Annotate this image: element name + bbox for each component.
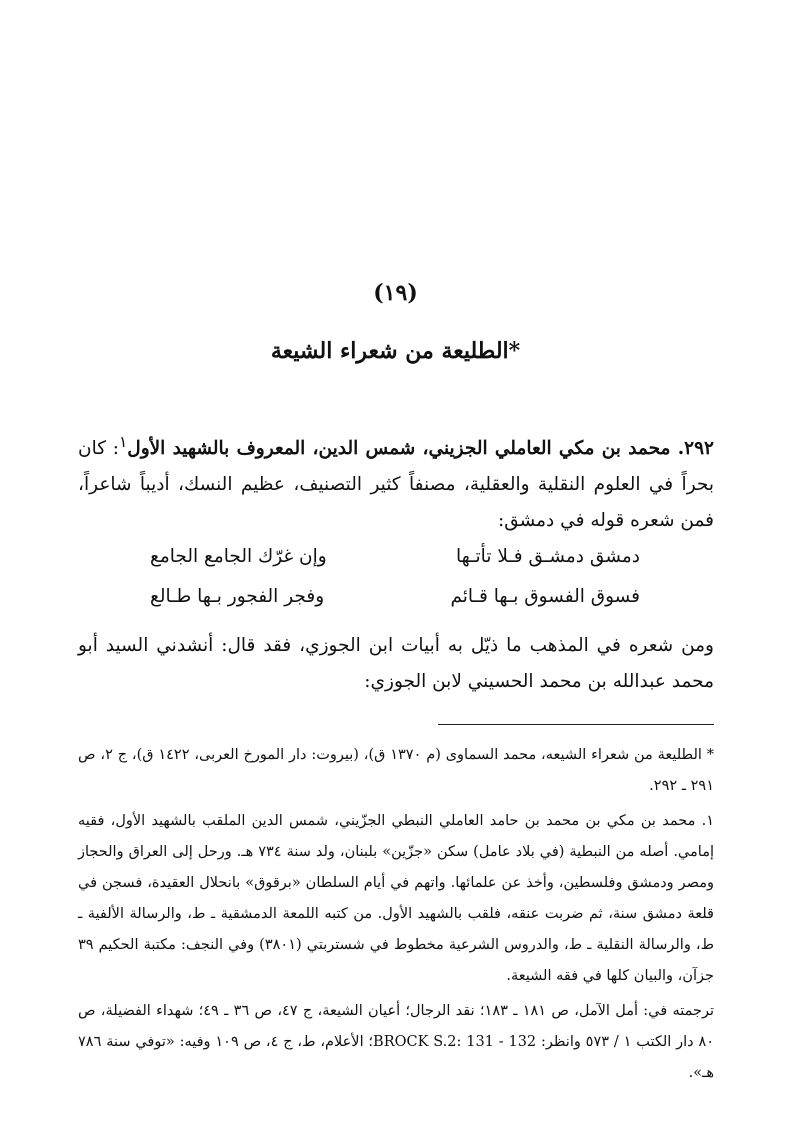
poem-verse	[140, 586, 670, 620]
footnote-reference: ١	[118, 433, 128, 451]
chapter-number: (١٩)	[373, 280, 418, 306]
verse-second-hemistich: وفجر الفجور بـها طـالع	[150, 586, 325, 607]
chapter-title: الطليعة من شعراء الشيعة*	[270, 338, 521, 364]
continuation-paragraph: ومن شعره في المذهب ما ذيّل به أبيات ابن الجوزي، فقد قال: أنشدني السيد أبو محمد عبدالله بن محمد الحسيني لابن الجوزي:	[78, 635, 714, 692]
entry-heading: ٢٩٢. محمد بن مكي العاملي الجزيني، شمس الدين، المعروف بالشهيد الأول	[127, 438, 714, 460]
entry-text: : كان بحراً في العلوم النقلية والعقلية، مصنفاً كثير التصنيف، عظيم النسك، أديباً شاعراً، فمن شعره قوله في دمشق:	[78, 438, 714, 532]
entry-paragraph	[78, 424, 714, 539]
footnote-references: ترجمته في: أمل الآمل، ص ١٨١ ـ ١٨٣؛ نقد الرجال؛ أعيان الشيعة، ج ٤٧، ص ٣٦ ـ ٤٩؛ شهداء الفضيلة، ص ٨٠ دار الكتب ١ / ٥٧٣ وانظر: 132 - 131 :BROCK S.2؛ الأعلام، ط، ج ٤، ص ١٠٩ وفيه: «توفي سنة ٧٨٦ هـ».	[78, 1003, 715, 1081]
verse-second-hemistich: وإن غرّك الجامع الجامع	[150, 546, 327, 567]
footnote-source: * الطليعة من شعراء الشيعه، محمد السماوى (م ١٣٧٠ ق)، (بيروت: دار المورخ العربى، ١٤٢٢ ق)، ج ٢، ص ٢٩١ ـ ٢٩٢.	[78, 747, 714, 794]
verse-first-hemistich: فسوق الفسوق بـها قـائم	[450, 586, 640, 607]
poem-verse	[140, 546, 670, 580]
footnotes	[78, 740, 714, 1093]
footnote-divider	[438, 724, 714, 725]
footnote-biography: ١. محمد بن مكي بن محمد بن حامد العاملي النبطي الجزّيني، شمس الدين الملقب بالشهيد الأول، فقيه إمامي. أصله من النبطية (في بلاد عامل) سكن «جزّين» بلبنان، ولد سنة ٧٣٤ هـ. ورحل إلى العراق والحجاز ومصر ودمشق وفلسطين، وأخذ عن علمائها. واتهم في أيام السلطان «برقوق» بانحلال العقيدة، فسجن في قلعة دمشق سنة، ثم ضربت عنقه، فلقب بالشهيد الأول. من كتبه اللمعة الدمشقية ـ ط، والرسالة الألفية ـ ط، والرسالة النقلية ـ ط، والدروس الشرعية مخطوط في شستربتي (٣٨٠١) وفي النجف: مكتبة الحكيم ٣٩ جزآن، والبيان كلها في فقه الشيعة.	[78, 813, 714, 984]
verse-first-hemistich: دمشق دمشـق فـلا تأتـها	[455, 546, 640, 567]
